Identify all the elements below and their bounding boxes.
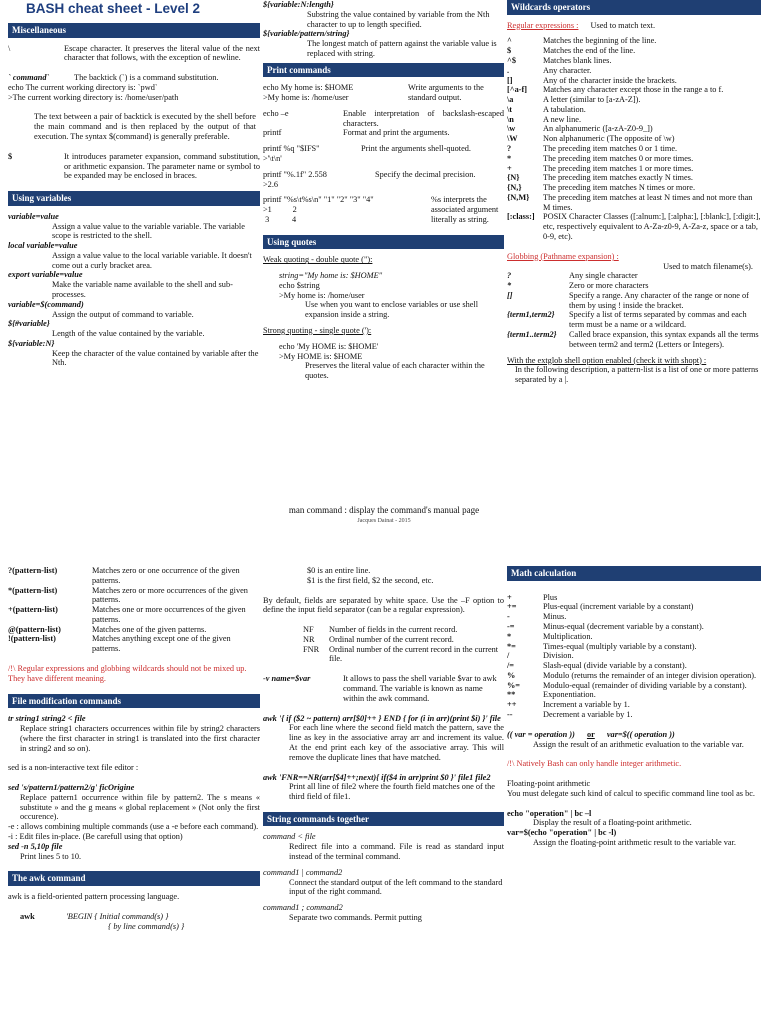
bottom-column-2	[263, 566, 504, 1024]
regex-row-key: \t	[507, 104, 513, 114]
math-op-row-key: -=	[507, 621, 515, 631]
pattern-list-row	[8, 586, 260, 606]
regex-row-desc: The preceding item matches 0 or 1 time.	[543, 143, 678, 153]
math-op-row-key: %	[507, 670, 516, 680]
awk-key: awk	[20, 911, 35, 921]
man-line: man command : display the command's manual page	[288, 505, 480, 515]
regex-row-key: [:class:]	[507, 212, 535, 222]
math-op-row-key: /=	[507, 661, 515, 671]
regex-row	[507, 76, 761, 86]
regex-row-desc: Any of the character inside the brackets.	[543, 75, 677, 85]
pattern-list-row-desc: Matches zero or more occurrences of the given patterns.	[92, 585, 248, 605]
printf-s-out1: >1 2	[263, 205, 297, 215]
regex-row-desc: A letter (similar to [a-zA-Z]).	[543, 95, 641, 105]
arith-b: var=$(( operation ))	[606, 729, 675, 739]
awk-intro: awk is a field-oriented pattern processing language.	[8, 891, 180, 901]
awk-fnr-key: FNR	[303, 644, 320, 654]
pattern-list-row	[8, 605, 260, 625]
awk-begin: 'BEGIN { Initial command(s) }	[66, 911, 169, 921]
glob-row	[507, 271, 761, 281]
var-item-desc: Assign a value value to the local variable variable. It doesn't come out a curly bracket area.	[52, 250, 252, 270]
footer	[0, 497, 768, 525]
var-item-key: variable=value	[8, 211, 59, 221]
math-op-row	[507, 661, 761, 671]
math-op-row-key: /	[507, 651, 510, 661]
regex-glob-warning: /!\ Regular expressions and globbing wildcards should not be mixed up. They have different meaning.	[8, 664, 247, 683]
strcmd-d2: Connect the standard output of the left command to the standard input of the right command.	[289, 877, 503, 897]
var-item-key: ${variable:N}	[8, 338, 55, 348]
regex-row-key: +	[507, 163, 512, 173]
sed-intro: sed is a non-interactive text file editor :	[8, 763, 139, 773]
section-wildcards: Wildcards operators	[507, 0, 761, 15]
printf-cmd: printf	[263, 128, 282, 138]
regex-row-desc: The preceding item matches at least N times and not more than M times.	[543, 192, 753, 212]
regex-row-key: ?	[507, 143, 512, 153]
math-op-row-key: *	[507, 631, 512, 641]
math-op-row-desc: Plus-equal (increment variable by a constant)	[543, 602, 694, 612]
regex-row	[507, 105, 761, 115]
dollar-row	[8, 152, 260, 181]
math-op-row-key: **	[507, 690, 516, 700]
weak-quote-line3: >My home is: /home/user	[279, 290, 365, 300]
awk-nf-key: NF	[303, 625, 314, 635]
regex-row	[507, 144, 761, 154]
top-column-2	[263, 0, 504, 530]
bc1-desc: Display the result of a floating-point arithmetic.	[533, 818, 692, 828]
math-op-row-desc: Slash-equal (divide variable by a constant).	[543, 661, 687, 671]
regex-row	[507, 183, 761, 193]
awk-vars-table	[303, 625, 503, 664]
sed-n-cmd: sed -n 5,10p file	[8, 841, 63, 851]
section-math: Math calculation	[507, 566, 761, 581]
regex-row	[507, 46, 761, 56]
pattern-list-row-desc: Matches anything except one of the given patterns.	[92, 634, 231, 654]
strcmd-c3: command1 ; command2	[263, 903, 343, 913]
printf-q-desc: Print the arguments shell-quoted.	[361, 144, 471, 154]
pattern-replace-key: ${variable/pattern/string}	[263, 29, 350, 39]
math-op-row-key: --	[507, 709, 513, 719]
regex-row-desc: The preceding item matches N times or more.	[543, 183, 696, 193]
regex-row-desc: Matches the end of the line.	[543, 46, 636, 56]
regex-row-desc: A new line.	[543, 114, 582, 124]
awk-line: { by line command(s) }	[108, 921, 185, 931]
pattern-list-row-desc: Matches one or more occurrences of the given patterns.	[92, 605, 246, 624]
glob-row-desc: Specify a range. Any character of the range or none of them by using ! inside the bracket.	[569, 290, 749, 310]
awk-v-row	[263, 674, 504, 703]
awk-ex1-cmd: awk '{ if ($2 ~ pattern) arr[$0]++ } END { for (i in arr)(print $i) }' file	[263, 713, 501, 723]
awk-v-key: -v name=$var	[263, 674, 311, 684]
regex-row	[507, 164, 761, 174]
section-string-commands: String commands together	[263, 812, 504, 827]
weak-quote-line1: string="My home is: $HOME"	[279, 271, 383, 281]
regex-row-desc: Matches blank lines.	[543, 55, 612, 65]
regex-row-key: {N,M}	[507, 192, 530, 202]
pattern-replace-desc: The longest match of pattern against the variable value is replaced with string.	[307, 39, 497, 58]
awk-v-desc: It allows to pass the shell variable $var to awk command. The variable is known as name within the awk command.	[343, 674, 497, 703]
section-file-modification: File modification commands	[8, 694, 260, 709]
arith-row	[507, 730, 761, 740]
glob-title: Globbing (Pathname expansion) :	[507, 251, 619, 261]
variables-list	[8, 212, 260, 369]
weak-quote-line2: echo $string	[279, 280, 320, 290]
printf-row	[263, 128, 504, 138]
regex-row	[507, 66, 761, 76]
print-echo-e-row	[263, 109, 504, 129]
regex-row	[507, 85, 761, 95]
escape-key: \	[8, 43, 11, 53]
math-op-row-desc: Division.	[543, 651, 574, 661]
awk-d1: $1 is the first field, $2 the second, etc.	[307, 575, 434, 585]
var-item-desc: Make the variable name available to the shell and sub-processes.	[52, 280, 233, 299]
regex-row-key: {N,}	[507, 183, 522, 193]
backtick-key: ` command`	[8, 73, 50, 83]
regex-row	[507, 134, 761, 144]
section-using-quotes: Using quotes	[263, 235, 504, 250]
glob-row	[507, 291, 761, 311]
regex-row-desc: The preceding item matches exactly N times.	[543, 173, 693, 183]
section-awk: The awk command	[8, 871, 260, 886]
math-op-row-key: -	[507, 612, 510, 622]
regex-row-key: $	[507, 46, 512, 56]
bottom-column-1	[8, 566, 260, 1024]
printf-s-out2: 3 4	[263, 214, 297, 224]
printf-s-desc: %s interprets the associated argument literally as string.	[431, 195, 499, 224]
fp-title: Floating-point arithmetic	[507, 779, 591, 789]
regex-row-desc: The preceding item matches 0 or more times.	[543, 153, 694, 163]
math-op-row	[507, 700, 761, 710]
glob-row-desc: Called brace expansion, this syntax expands all the terms between term2 and term2 (Letters or Integers).	[569, 330, 759, 349]
printf-f-desc: Specify the decimal precision.	[375, 169, 476, 179]
print-echo-cmd: echo My home is: $HOME	[263, 83, 354, 93]
regex-row-key: ^	[507, 36, 512, 46]
backtick-note: The text between a pair of backtick is executed by the shell before the main command and is then replaced by the output of that execution. The syntax $(command) is generally preferable.	[34, 112, 256, 141]
math-warning: /!\ Natively Bash can only handle integer arithmetic.	[507, 759, 682, 769]
glob-row	[507, 330, 761, 350]
glob-row-key: {term1,term2}	[507, 310, 555, 320]
printf-f-out: >2.6	[263, 179, 279, 189]
fp-desc: You must delegate such kind of calcul to specific command line tool as bc.	[507, 788, 756, 798]
bc1-cmd: echo "operation" | bc –l	[507, 808, 592, 818]
glob-row-desc: Specify a list of terms separated by commas and each term must be a name or a wildcard.	[569, 310, 747, 330]
glob-row-key: []	[507, 290, 513, 300]
bc2-desc: Assign the floating-point arithmetic result to the variable var.	[533, 838, 736, 848]
awk-nf-desc: Number of fields in the current record.	[329, 625, 458, 635]
printf-q-out: >'\t\n'	[263, 153, 282, 163]
var-item-key: variable=$(command)	[8, 299, 84, 309]
awk-nr-desc: Ordinal number of the current record.	[329, 634, 454, 644]
glob-row	[507, 281, 761, 291]
regex-row	[507, 95, 761, 105]
dollar-desc: It introduces parameter expansion, command substitution, or arithmetic expansion. The parameter name or symbol to be expanded may be enclosed in braces.	[64, 151, 260, 181]
regex-row	[507, 212, 761, 241]
strong-quote-line1: echo 'My HOME is: $HOME'	[279, 341, 379, 351]
awk-ex2-cmd: awk 'FNR==NR(arr[$4]++;next){ if($4 in arr)print $0 }' file1 file2	[263, 772, 491, 782]
math-op-row-key: +=	[507, 602, 517, 612]
strong-quote-title: Strong quoting - single quote ('):	[263, 325, 372, 335]
glob-row	[507, 310, 761, 330]
glob-row-key: {term1..term2}	[507, 330, 557, 340]
regex-row	[507, 173, 761, 183]
sed-cmd: sed 's/pattern1/pattern2/g' ficOrigine	[8, 783, 135, 793]
strong-quote-desc: Preserves the literal value of each character within the quotes.	[305, 361, 485, 381]
math-op-row	[507, 593, 761, 603]
bottom-column-3	[507, 566, 761, 1024]
var-item-key: export variable=value	[8, 270, 83, 280]
math-op-row	[507, 671, 761, 681]
regex-row	[507, 154, 761, 164]
math-op-row	[507, 651, 761, 661]
regex-row-desc: Matches the beginning of the line.	[543, 36, 657, 46]
regex-row-key: {N}	[507, 173, 520, 183]
credit: Jacques Dainat - 2015	[357, 517, 411, 524]
weak-quote-title: Weak quoting - double quote ("):	[263, 255, 373, 265]
regex-row-key: \w	[507, 124, 516, 134]
regex-row-key: [^a-f]	[507, 85, 528, 95]
strcmd-d3: Separate two commands. Permit putting	[289, 912, 422, 922]
sed-desc: Replace pattern1 occurrence within file by pattern2. The s means « substitute » and the g means « global replacement » (Not only the first occurence).	[20, 792, 260, 822]
regex-row-key: []	[507, 75, 513, 85]
top-column-1	[8, 0, 260, 530]
printf-s-row	[263, 195, 504, 224]
math-op-row-key: %=	[507, 680, 521, 690]
awk-fnr-desc: Ordinal number of the current record in the current file.	[329, 644, 499, 664]
arith-desc: Assign the result of an arithmetic evaluation to the variable var.	[533, 739, 744, 749]
awk-nr-key: NR	[303, 634, 315, 644]
regex-row-key: \W	[507, 134, 518, 144]
section-print-commands: Print commands	[263, 63, 504, 78]
print-echo-out: >My home is: /home/user	[263, 93, 349, 103]
math-op-row	[507, 710, 761, 720]
pattern-list-row-key: +(pattern-list)	[8, 605, 58, 615]
strong-quote-line2: >My HOME is: $HOME	[279, 351, 363, 361]
strcmd-d1: Redirect file into a command. File is read as standard input instead of the terminal command.	[289, 842, 504, 862]
pattern-list-row-key: !(pattern-list)	[8, 634, 56, 644]
awk-syntax-row	[8, 912, 260, 922]
sed-i-option: -i : Edit files in-place. (Be carefull using that option)	[8, 832, 183, 842]
top-column-3	[507, 0, 761, 530]
regex-title-row	[507, 21, 761, 31]
awk-ex1-desc: For each line where the second field match the pattern, save the line as key in the associative array arr and increment its value. At the end print each key of the associative array. This will remove the duplicate lines that have matched.	[289, 723, 504, 762]
bc2-cmd: var=$(echo "operation" | bc -l)	[507, 828, 617, 838]
pattern-list-row-key: *(pattern-list)	[8, 585, 58, 595]
pattern-list-row	[8, 625, 260, 635]
math-op-row-desc: Minus.	[543, 612, 567, 622]
math-op-row-desc: Minus-equal (decrement variable by a constant).	[543, 621, 704, 631]
backtick-echo-line: echo The current working directory is: `pwd`	[8, 82, 158, 92]
printf-f-cmd: printf "%.1f" 2.558	[263, 169, 327, 179]
dollar-key: $	[8, 151, 13, 161]
regex-row	[507, 193, 761, 213]
math-op-row-desc: Exponentiation.	[543, 690, 596, 700]
math-op-row-desc: Decrement a variable by 1.	[543, 709, 633, 719]
pattern-list-table	[8, 566, 260, 654]
regex-row	[507, 36, 761, 46]
awk-fs: By default, fields are separated by white space. Use the –F option to define the input field separator (can be a regular expression).	[263, 595, 504, 615]
awk-ex2-desc: Print all line of file2 where the fourth field matches one of the third field of file1.	[289, 782, 495, 802]
pattern-list-row-desc: Matches one of the given patterns.	[92, 624, 207, 634]
math-op-row-desc: Increment a variable by 1.	[543, 700, 630, 710]
substring-desc: Substring the value contained by variable from the Nth character to up to length specified.	[307, 9, 490, 29]
regex-row-desc: The preceding item matches 1 or more times.	[543, 163, 694, 173]
var-item-key: local variable=value	[8, 241, 78, 251]
print-echo-e-desc: Enable interpretation of backslash-escaped characters.	[343, 108, 504, 128]
math-op-row	[507, 642, 761, 652]
sheet-title: BASH cheat sheet - Level 2	[26, 1, 201, 16]
strcmd-c2: command1 | command2	[263, 867, 343, 877]
glob-table	[507, 271, 761, 349]
regex-title: Regular expressions :	[507, 20, 579, 30]
math-op-row	[507, 690, 761, 700]
section-using-variables: Using variables	[8, 191, 260, 206]
math-op-row-desc: Modulo (returns the remainder of an integer division operation).	[543, 670, 757, 680]
regex-row-key: \a	[507, 95, 514, 105]
sed-e-option: -e : allows combining multiple commands (use a -e before each command).	[8, 822, 259, 832]
pattern-list-row-key: @(pattern-list)	[8, 624, 61, 634]
backtick-row	[8, 73, 260, 83]
regex-row-desc: A tabulation.	[543, 104, 586, 114]
weak-quote-desc: Use when you want to enclose variables or use shell expansion inside a string.	[305, 300, 479, 320]
math-op-row	[507, 622, 761, 632]
var-item-desc: Length of the value contained by the variable.	[52, 329, 205, 339]
pattern-list-row-key: ?(pattern-list)	[8, 566, 58, 575]
regex-row-desc: Any character.	[543, 65, 592, 75]
math-op-row-key: +	[507, 592, 512, 602]
tr-cmd: tr string1 string2 < file	[8, 714, 86, 724]
backtick-echo-output: >The current working directory is: /home/user/path	[8, 92, 179, 102]
math-op-row	[507, 612, 761, 622]
extglob-desc: In the following description, a pattern-list is a list of one or more patterns separated by a |.	[515, 365, 759, 385]
glob-title-desc: Used to match filename(s).	[663, 261, 753, 271]
math-op-row-desc: Multiplication.	[543, 631, 593, 641]
regex-table	[507, 36, 761, 241]
regex-row-desc: Matches any character except those in the range a to f.	[543, 85, 724, 95]
printf-q-cmd: printf %q "$IFS"	[263, 144, 320, 154]
page-bottom	[0, 566, 768, 1024]
printf-q-row	[263, 144, 504, 164]
var-item-key: ${#variable}	[8, 319, 50, 329]
regex-row-desc: An alphanumeric ([a-zA-Z0-9_])	[543, 124, 653, 134]
printf-desc: Format and print the arguments.	[343, 128, 450, 138]
regex-row	[507, 115, 761, 125]
math-op-row	[507, 681, 761, 691]
regex-row-key: *	[507, 153, 512, 163]
arith-a: (( var = operation ))	[507, 729, 575, 739]
var-item-desc: Assign the output of command to variable.	[52, 309, 194, 319]
substring-key: ${variable:N:length}	[263, 0, 334, 9]
printf-f-row	[263, 170, 504, 190]
regex-row-key: \n	[507, 114, 514, 124]
glob-row-desc: Any single character	[569, 271, 638, 281]
awk-d0: $0 is an entire line.	[307, 566, 371, 575]
print-echo-desc: Write arguments to the standard output.	[408, 83, 484, 103]
regex-row-key: ^$	[507, 55, 516, 65]
var-item-desc: Assign a value value to the variable variable. The variable scope is restricted to the shell.	[52, 221, 245, 241]
var-item-desc: Keep the character of the value contained by variable after the Nth.	[52, 348, 259, 368]
misc-escape-row	[8, 44, 260, 64]
extglob-title: With the extglob shell option enabled (check it with shopt) :	[507, 355, 707, 365]
regex-row	[507, 56, 761, 66]
math-ops-table	[507, 593, 761, 720]
math-op-row-key: ++	[507, 700, 517, 710]
regex-row-desc: POSIX Character Classes ([:alnum:], [:alpha:], [:blank:], [:digit:], etc, respectively equivalent to A-Za-z0-9, A-Za-z, space or a tab, 0-9, etc).	[543, 212, 761, 242]
print-echo-e-cmd: echo –e	[263, 108, 289, 118]
math-op-row-desc: Modulo-equal (remainder of dividing variable by a constant).	[543, 680, 747, 690]
glob-row-key: *	[507, 281, 512, 291]
pattern-list-row	[8, 634, 260, 654]
glob-row-desc: Zero or more characters	[569, 281, 649, 291]
tr-desc: Replace string1 characters occurrences within file by string2 characters (where the first character in string1 is translated into the first character in string2 and so on).	[20, 723, 260, 753]
arith-or: or	[586, 729, 595, 739]
backtick-desc: The backtick (`) is a command substitution.	[74, 73, 219, 83]
regex-row-desc: Non alphanumeric (The opposite of \w)	[543, 134, 675, 144]
math-op-row	[507, 632, 761, 642]
math-op-row	[507, 602, 761, 612]
section-miscellaneous: Miscellaneous	[8, 23, 260, 38]
math-op-row-key: *=	[507, 641, 516, 651]
printf-s-cmd: printf "%s\t%s\n" "1" "2" "3" "4"	[263, 195, 374, 205]
regex-row-key: .	[507, 65, 510, 75]
glob-row-key: ?	[507, 271, 512, 281]
pattern-list-row-desc: Matches zero or one occurrence of the given patterns.	[92, 566, 240, 585]
sed-n-desc: Print lines 5 to 10.	[20, 851, 82, 861]
strcmd-c1: command < file	[263, 832, 316, 842]
pattern-list-row	[8, 566, 260, 586]
math-op-row-desc: Times-equal (multiply variable by a constant).	[543, 641, 697, 651]
print-echo-row	[263, 83, 504, 103]
regex-row	[507, 124, 761, 134]
regex-title-desc: Used to match text.	[590, 20, 656, 30]
escape-desc: Escape character. It preserves the literal value of the next character that follows, with the exception of newline.	[64, 43, 260, 63]
math-op-row-desc: Plus	[543, 592, 558, 602]
